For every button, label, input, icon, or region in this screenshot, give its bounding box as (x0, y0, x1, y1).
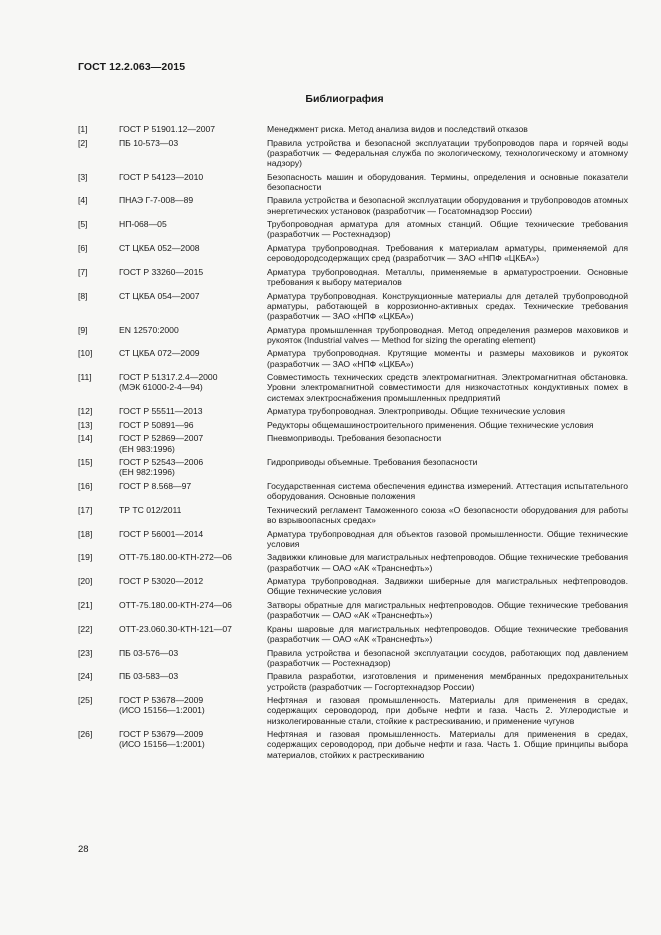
bibliography-list (78, 124, 628, 763)
entry-reference: ГОСТ Р 51901.12—2007 (119, 124, 216, 134)
entry-reference: ГОСТ Р 56001—2014 (119, 528, 204, 539)
entry-reference: ПБ 10-573—03 (119, 137, 179, 148)
entry-description: Правила устройства и безопасной эксплуатации оборудования и трубопроводов атомных энергетических установок (разработчик — Госатомнадзор России) (267, 195, 628, 216)
entry-description: Арматура трубопроводная. Крутящие моменты и размеры маховиков и рукояток (разработчик — ЗАО «НПФ «ЦКБА») (267, 348, 628, 369)
entry-number: [2] (78, 137, 88, 148)
bibliography-entry (78, 433, 628, 453)
entry-description: Краны шаровые для магистральных нефтепроводов. Общие технические требования (разработчик — ОАО «АК «Транснефть») (267, 623, 628, 644)
page-number: 28 (78, 844, 89, 855)
bibliography-entry (78, 576, 628, 596)
bibliography-entry (78, 348, 628, 368)
entry-description: Арматура трубопроводная. Требования к материалам арматуры, применяемой для сероводородсодержащих сред (разработчик — ЗАО «НПФ «ЦКБА») (267, 242, 628, 264)
entry-number: [11] (78, 372, 92, 383)
entry-number: [15] (78, 457, 93, 468)
bibliography-entry (78, 138, 628, 169)
entry-number: [18] (78, 528, 93, 539)
entry-description: Государственная система обеспечения единства измерений. Аттестация испытательного оборудования. Основные положения (267, 480, 628, 502)
entry-reference: ГОСТ Р 8.568—97 (119, 480, 192, 491)
entry-number: [26] (78, 729, 93, 740)
bibliography-entry (78, 420, 628, 430)
entry-description: Совместимость технических средств электромагнитная. Электромагнитная обстановка. Уровни электромагнитной совместимости для низкочастотных кондуктивных помех в системах электроснабжения промышленных предприятий (267, 372, 628, 403)
entry-reference: ТР ТС 012/2011 (119, 504, 182, 515)
entry-description: Арматура трубопроводная для объектов газовой промышленности. Общие технические условия (267, 528, 628, 549)
entry-number: [16] (78, 480, 93, 491)
entry-description: Нефтяная и газовая промышленность. Материалы для применения в средах, содержащих сероводород, при добыче нефти и газа. Часть 1. Общие принципы выбора материалов, стойких к растрескиванию (267, 729, 628, 760)
entry-description: Гидроприводы объемные. Требования безопасности (267, 457, 478, 468)
entry-reference: ГОСТ Р 51317.2.4—2000 (МЭК 61000-2-4—94) (119, 372, 218, 393)
entry-description: Арматура трубопроводная. Электроприводы. Общие технические условия (267, 406, 566, 417)
entry-number: [10] (78, 348, 93, 359)
entry-description: Правила устройства и безопасной эксплуатации трубопроводов пара и горячей воды (разработчик — Федеральная служба по экологическому, технологическому и атомному надзору) (267, 137, 628, 168)
bibliography-title: Библиография (305, 93, 384, 105)
entry-description: Менеджмент риска. Метод анализа видов и последствий отказов (267, 124, 528, 134)
entry-description: Арматура промышленная трубопроводная. Метод определения размеров маховиков и рукояток (Industrial valves — Method for sizing the operating element) (267, 324, 628, 345)
entry-number: [4] (78, 195, 88, 206)
entry-number: [3] (78, 171, 88, 182)
entry-number: [8] (78, 290, 88, 301)
bibliography-entry (78, 195, 628, 215)
entry-number: [25] (78, 695, 93, 706)
entry-number: [17] (78, 504, 93, 515)
entry-number: [20] (78, 576, 93, 587)
entry-reference: СТ ЦКБА 054—2007 (119, 290, 200, 301)
bibliography-entry (78, 219, 628, 239)
entry-number: [9] (78, 324, 88, 335)
entry-description: Затворы обратные для магистральных нефтепроводов. Общие технические требования (разработчик — ОАО «АК «Транснефть») (267, 599, 628, 621)
entry-reference: ПБ 03-583—03 (119, 671, 179, 682)
entry-reference: ГОСТ Р 54123—2010 (119, 171, 204, 182)
entry-description: Безопасность машин и оборудования. Термины, определения и основные показатели безопасности (267, 171, 628, 192)
entry-reference: ГОСТ Р 53020—2012 (119, 576, 204, 587)
entry-reference: ГОСТ Р 52869—2007 (ЕН 983:1996) (119, 433, 204, 454)
entry-description: Арматура трубопроводная. Конструкционные материалы для деталей трубопроводной арматуры, работающей в коррозионно-активных средах. Технические требования (разработчик — ЗАО «НПФ «ЦКБА») (267, 290, 628, 321)
bibliography-entry (78, 406, 628, 416)
bibliography-entry (78, 291, 628, 322)
bibliography-entry (78, 172, 628, 192)
bibliography-entry (78, 267, 628, 287)
bibliography-entry (78, 552, 628, 572)
bibliography-entry (78, 505, 628, 525)
entry-number: [6] (78, 242, 88, 253)
entry-reference: СТ ЦКБА 072—2009 (119, 348, 200, 359)
entry-number: [5] (78, 219, 88, 230)
entry-number: [23] (78, 647, 93, 658)
entry-number: [12] (78, 406, 93, 417)
entry-description: Правила устройства и безопасной эксплуатации сосудов, работающих под давлением (разработчик — Ростехнадзор) (267, 647, 628, 668)
entry-description: Технический регламент Таможенного союза «О безопасности оборудования для работы во взрывоопасных средах» (267, 504, 628, 525)
bibliography-entry (78, 243, 628, 263)
entry-number: [24] (78, 671, 93, 682)
entry-number: [21] (78, 599, 93, 610)
entry-reference: ГОСТ Р 50891—96 (119, 419, 194, 430)
bibliography-entry (78, 325, 628, 345)
entry-description: Правила разработки, изготовления и применения мембранных предохранительных устройств (разработчик — Госгортехнадзор России) (267, 671, 628, 692)
bibliography-entry (78, 600, 628, 620)
entry-description: Редукторы общемашиностроительного применения. Общие технические условия (267, 419, 594, 430)
bibliography-entry (78, 481, 628, 501)
entry-description: Нефтяная и газовая промышленность. Материалы для применения в средах, содержащих сероводород, при добыче нефти и газа. Часть 2. Углеродистые и низколегированные стали, стойкие к растрескиванию, и применение чугунов (267, 695, 628, 726)
entry-reference: ОТТ-75.180.00-КТН-274—06 (119, 599, 232, 610)
entry-reference: ГОСТ Р 53679—2009 (ИСО 15156—1:2001) (119, 729, 205, 750)
entry-number: [14] (78, 433, 93, 444)
entry-reference: ГОСТ Р 53678—2009 (ИСО 15156—1:2001) (119, 695, 205, 716)
entry-number: [7] (78, 266, 88, 277)
bibliography-entry (78, 671, 628, 691)
entry-reference: EN 12570:2000 (119, 324, 179, 335)
entry-description: Арматура трубопроводная. Задвижки шиберные для магистральных нефтепроводов. Общие технические условия (267, 576, 628, 597)
entry-reference: НП-068—05 (119, 219, 167, 230)
entry-reference: СТ ЦКБА 052—2008 (119, 242, 200, 253)
bibliography-entry (78, 529, 628, 549)
bibliography-entry (78, 124, 628, 134)
bibliography-entry (78, 624, 628, 644)
entry-reference: ГОСТ Р 52543—2006 (ЕН 982:1996) (119, 457, 204, 478)
entry-reference: ПНАЭ Г-7-008—89 (119, 195, 194, 206)
entry-number: [13] (78, 419, 93, 430)
bibliography-entry (78, 648, 628, 668)
document-id-header: ГОСТ 12.2.063—2015 (78, 61, 186, 73)
entry-number: [22] (78, 623, 93, 634)
bibliography-entry (78, 695, 628, 726)
entry-reference: ОТТ-75.180.00-КТН-272—06 (119, 552, 232, 563)
entry-description: Пневмоприводы. Требования безопасности (267, 433, 442, 444)
entry-description: Арматура трубопроводная. Металлы, применяемые в арматуростроении. Основные требования к выбору материалов (267, 266, 628, 287)
entry-number: [19] (78, 552, 93, 563)
bibliography-entry (78, 457, 628, 477)
entry-number: [1] (78, 124, 88, 134)
entry-description: Задвижки клиновые для магистральных нефтепроводов. Общие технические требования (разработчик — ОАО «АК «Транснефть») (267, 552, 628, 573)
bibliography-entry (78, 729, 628, 760)
entry-reference: ГОСТ Р 55511—2013 (119, 406, 203, 417)
entry-description: Трубопроводная арматура для атомных станций. Общие технические требования (разработчик — Ростехнадзор) (267, 219, 628, 240)
bibliography-entry (78, 372, 628, 403)
entry-reference: ОТТ-23.060.30-КТН-121—07 (119, 623, 232, 634)
entry-reference: ПБ 03-576—03 (119, 647, 179, 658)
entry-reference: ГОСТ Р 33260—2015 (119, 266, 204, 277)
